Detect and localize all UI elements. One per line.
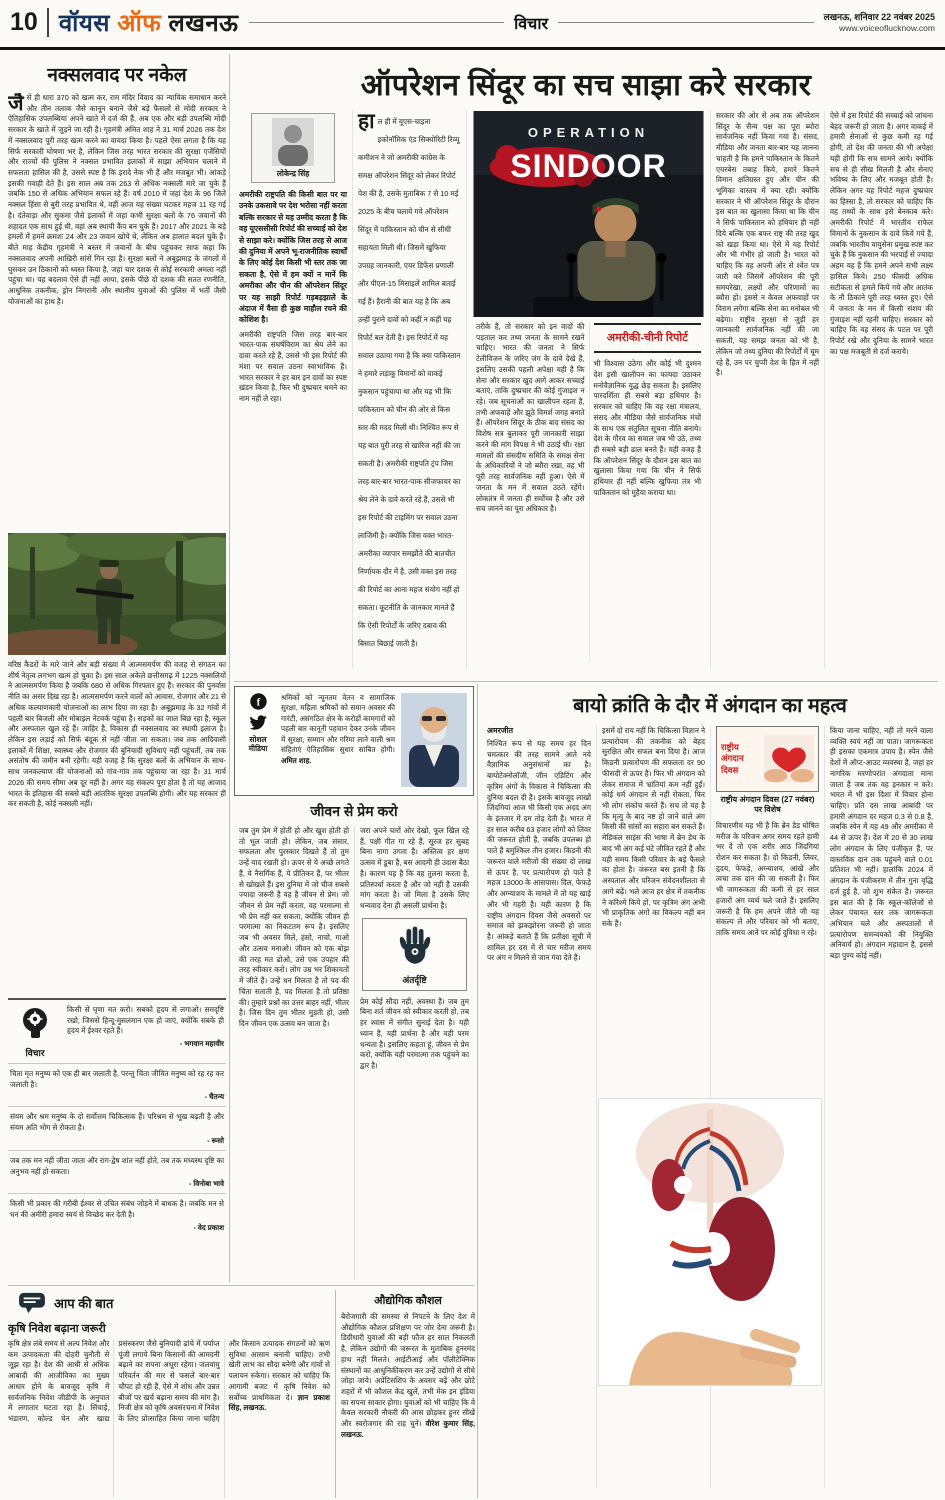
letter1-byline: ज्ञान प्रकाश सिंह, लखनऊ. [228,1392,330,1413]
speech-bubble-icon [18,1291,46,1315]
sindoor-subcolumns [472,322,705,662]
header-rule-left [249,22,505,23]
sindoor-col-6: ऐसे में इस रिपोर्ट की सच्चाई को जांचना बेहद जरूरी हो जाता है। अगर वाकई में हमारी सेनाओं से कुछ कमी रह गई होगी, तो देश की जनता की भी अपेक्षा यही होगी कि सच सामने आये। क्योंकि सच से ही सीख मिलती है और सेनाएं भविष्य के लिए और मजबूत होती हैं। लेकिन अगर यह रिपोर्ट महज दुष्प्रचार का हिस्सा है, तो सरकार को चाहिए कि वह तथ्यों के साथ इसे बेनकाब करे। अमरीकी रिपोर्ट में भारतीय राफेल विमानों के नुकसान के दावे किये गये हैं, जबकि भारतीय वायुसेना प्रमुख स्पष्ट कर चुके हैं कि नुकसान की भरपाई से ज्यादा अहम यह है कि हमने अपने सभी लक्ष्य हासिल किये। 250 फीसदी अधिक सटीकता से हमले किये गये और आतंक के नौ ठिकाने पूरी तरह ध्वस्त हुए। ऐसे में जनता के मन में किसी संशय की गुंजाइश नहीं रहनी चाहिए। सरकार को चाहिए कि वह संसद के पटल पर पूरी रिपोर्ट रखे और दुनिया के सामने भारत का पक्ष मजबूती से दर्ज कराये। [824,111,938,669]
website-url: www.voiceoflucknow.com [839,22,935,33]
horizontal-divider-main [234,681,938,682]
operation-sindoor-photo [472,111,705,317]
jeevan-columns [234,826,474,1280]
thought-text: जब तक मन नहीं जीता जाता और राग-द्वेष शांत नहीं होते, तब तक मध्यस्थ दृष्टि का अनुभव नहीं हो सकता। [10,1155,224,1176]
thought-item [8,998,226,1063]
letter2-headline: औद्योगिक कौशल [374,1295,442,1307]
svg-text:SINDOOR: SINDOOR [510,148,667,184]
jeevan-headline: जीवन से प्रेम करो [310,803,398,819]
hamsa-hand-icon [398,925,432,965]
facebook-icon [250,693,267,710]
dateline: लखनऊ, शनिवार 22 नवंबर 2025 [823,11,935,22]
sindoor-col-5: सरकार की ओर से अब तक ऑपरेशन सिंदूर के सैन्य पक्ष का पूरा ब्योरा सार्वजनिक नहीं किया गया है। संसद, मीडिया और जनता बार-बार यह जानना चाहती है कि हमने पाकिस्तान के कितने एयरबेस तबाह किये, हमारे कितने विमान क्षतिग्रस्त हुए और चीन की भूमिका वास्तव में क्या रही। क्योंकि सरकार ने भी ऑपरेशन सिंदूर के दौरान इस बात का खुलासा किया था कि चीन ने सिर्फ पाकिस्तान को हथियार ही नहीं दिये बल्कि एक बफर राष्ट्र की तरह खुद को खड़ा किया था। ऐसे में यह रिपोर्ट और भी गंभीर हो जाती है। भारत को चाहिए कि वह अपनी ओर से श्वेत पत्र जारी करे जिसमें ऑपरेशन की पूरी समयरेखा, लक्ष्यों और परिणामों का ब्यौरा हो। इससे न केवल अफवाहों पर विराम लगेगा बल्कि सेना का मनोबल भी बढ़ेगा। राष्ट्रीय सुरक्षा से जुड़ी हर जानकारी सार्वजनिक नहीं की जा सकती, यह समझ जनता को भी है, लेकिन जो तथ्य दुनिया की रिपोर्टों में घूम रहे हैं, उन पर चुप्पी देश के हित में नहीं है। [710,111,824,669]
thought-author: - भगवान महावीर [179,1039,224,1049]
masthead-word-1: वॉयस [58,10,111,37]
letter2-byline: वीरेश कुमार सिंह, लखनऊ. [341,1419,475,1439]
thought-author: - विनोबा भावे [189,1179,224,1189]
naxal-article [8,54,226,1282]
insight-label: अंतर्दृष्टि [402,974,427,985]
thought-item [8,1193,226,1236]
organ-donation-columns [482,726,938,1488]
social-icons [241,693,275,789]
letter2-body: बेरोजगारी की समस्या से निपटने के लिए देश में औद्योगिक कौशल प्रशिक्षण पर जोर देना जरूरी है। डिग्रीधारी युवाओं की बड़ी फौज हर साल निकलती है, लेकिन उद्योगों की जरूरत के मुताबिक हुनरमंद हाथ नहीं मिलते। आईटीआई और पॉलीटेक्निक संस्थानों का आधुनिकीकरण कर उन्हें उद्योगों से सीधे जोड़ा जाये। अप्रेंटिसशिप के अवसर बढ़ें और छोटे शहरों में भी कौशल केंद्र खुलें, तभी मेक इन इंडिया का सपना साकार होगा। युवाओं को भी चाहिए कि वे केवल सरकारी नौकरी की आस छोड़कर हुनर सीखें और स्वरोजगार की राह चुनें। वीरेश कुमार सिंह, लखनऊ. [341,1312,475,1439]
bio-col3-text: विचारणीय यह भी है कि ब्रेन डेड घोषित मरीज के परिजन अगर समय रहते हामी भर दें तो एक शरीर आठ जिंदगियां रोशन कर सकता है। दो किडनी, लिवर, हृदय, फेफड़े, अग्न्याशय, आंखें और त्वचा तक दान की जा सकती है। फिर भी जागरूकता की कमी से हर साल हजारों अंग व्यर्थ चले जाते हैं। इसलिए जरूरी है कि हम अपने जीते जी यह संकल्प लें और परिवार को भी बताएं, ताकि समय आने पर कोई दुविधा न रहे। [716,820,819,937]
donor-day-box [716,726,819,792]
naxal-body-1: जैसे ही धारा 370 को खत्म कर, राम मंदिर विवाद का न्यायिक समाधान करने और तीन तलाक जैसे कानून बनाने जैसे बड़े फैसलों से मोदी सरकार ने ऐतिहासिक उपलब्धियां अपने खाते में दर्ज की हैं, अब एक और बड़ी उपलब्धि मोदी सरकार के खाते में जुड़ने जा रही है। गृहमंत्री अमित शाह ने 31 मार्च 2026 तक देश में नक्सलवाद पूरी तरह खत्म करने का वायदा किया है। पहले ऐसा लगता है कि यह सिर्फ सरकारी घोषणा भर है, लेकिन जिस तरह भारत सरकार की सुरक्षा एजेंसियों और राज्यों की पुलिस ने नक्सल प्रभावित इलाकों में साझा अभियान चलाने में सफलता हासिल की है, उससे स्पष्ट है कि इरादे नेक भी हैं और मजबूत भी। आंकड़े इसकी गवाही देते हैं। इस साल अब तक 263 से अधिक नक्सली मारे जा चुके हैं जबकि 150 से अधिक अभियान सफल रहे हैं। वर्ष 2010 में जहां देश के 96 जिले नक्सल हिंसा से बुरी तरह प्रभावित थे, वहीं आज यह संख्या घटकर महज 11 रह गई है। दंतेवाड़ा और सुकमा जैसे इलाकों में जहां कभी सुरक्षा बलों के 76 जवानों की शहादत एक साथ हुई थी, वहां अब स्थायी कैंप बन चुके हैं। 2017 और 2021 के बड़े हमलों में हमने क्रमशः 24 और 23 जवान खोये थे, लेकिन अब हालात बदल चुके हैं। बीते माह केंद्रीय गृहमंत्री ने बस्तर में जवानों के बीच पहुंचकर साफ कहा कि नक्सलवाद अपनी आखिरी सांसें गिन रहा है। सुरक्षा बलों ने अबूझमाड़ के जंगलों में घुसकर उन ठिकानों को ध्वस्त किया है, जहां चार दशक से कोई सरकारी अमला नहीं पहुंचा था। यह बदलाव ऐसे ही नहीं आया, इसके पीछे दो दशक की सतत रणनीति, आधुनिक तकनीक, ड्रोन निगरानी और स्थानीय युवाओं की पुलिस में भर्ती जैसी योजनाओं का हाथ है। [8,93,226,306]
social-quote: श्रमिकों को न्यूनतम वेतन व सामाजिक सुरक्षा, महिला श्रमिकों को समान अवसर की गारंटी, असंगठित क्षेत्र के करोड़ों कामगारों को पहली बार कानूनी पहचान देकर उनके जीवन में सुरक्षा, सम्मान और गरिमा लाने वाली श्रम संहिताएं ऐतिहासिक सुधार साबित होंगी। अमित शाह. [281,693,395,765]
bio-col-4: किया जाना चाहिए, नहीं तो मरने वाला व्यक्ति स्वयं नहीं जा पाता। जागरूकता ही इसका एकमात्र उपाय है। स्पेन जैसे देशों में ऑप्ट-आउट व्यवस्था है, जहां हर नागरिक मरणोपरांत अंगदाता माना जाता है जब तक वह इनकार न करे। भारत में भी इस दिशा में विचार होना चाहिए। प्रति दस लाख आबादी पर हमारी अंगदान दर महज 0.3 से 0.8 है, जबकि स्पेन में यह 49 और अमरीका में 44 से ऊपर है। देश में 20 से 30 लाख लोग अंगदान के लिए पंजीकृत हैं, पर वास्तविक दान तक पहुंचने वाले 0.01 प्रतिशत भी नहीं। हालांकि 2024 में अंगदान के पंजीकरण में तीन गुना वृद्धि दर्ज हुई है, जो शुभ संकेत है। जरूरत इस बात की है कि स्कूल-कॉलेजों से लेकर पंचायत स्तर तक जागरूकता अभियान चले और अस्पतालों में प्रत्यारोपण समन्वयकों की नियुक्ति अनिवार्य हो। अंगदान महादान है, इससे बड़ा पुण्य कोई नहीं। [824,726,938,1488]
letters-header [8,1290,330,1319]
column-divider-left [229,54,230,1282]
kidney-illustration [598,1098,822,1386]
header-meta [824,12,935,34]
jeevan-col-1: जब तुम प्रेम में होती हो और खुश होती हो तो भूल जाती हो। लेकिन, जब संसार, सफलता और पुरस्कार दिखते हैं तो तुम उन्हें याद रखती हो। ऊपर से ये अच्छे लगते हैं, ये नैसर्गिक हैं, ये प्रीतिकर हैं, पर भीतर से खोखले हैं। इस दुनिया में जो चीज सबसे ज्यादा जरूरी है वह है जीवन से प्रेम। जो जीवन से प्रेम नहीं करता, वह परमात्मा से भी प्रेम नहीं कर सकता, क्योंकि जीवन ही परमात्मा का निकटतम रूप है। इसलिए जब भी अवसर मिले, हंसो, नाचो, गाओ और उत्सव मनाओ। जीवन को एक बोझ की तरह मत ढोओ, उसे एक उपहार की तरह स्वीकार करो। लोग उम्र भर शिकायतों में जीते हैं। उन्हें धन मिलता है तो पद की चिंता सताती है, पद मिलता है तो प्रतिष्ठा की। तुम्हारे प्रश्नों का उत्तर बाहर नहीं, भीतर है। जिस दिन तुम भीतर मुड़ती हो, उसी दिन जीवन एक उत्सव बन जाता है। [239,826,349,1028]
page-number: 10 [10,8,49,37]
sindoor-col1-tail: अमरीकी राष्ट्रपति जिस तरह बार-बार भारत-पाक संघर्षविराम का श्रेय लेने का दावा करते रहे हैं, उससे भी इस रिपोर्ट की मंशा पर सवाल उठना स्वाभाविक है। भारत सरकार ने हर बार इन दावों का स्पष्ट खंडन किया है, फिर भी दुष्प्रचार थमने का नाम नहीं ले रहा। [239,329,347,403]
section-title: विचार [514,15,549,33]
sindoor-headline: ऑपरेशन सिंदूर का सच साझा करे सरकार [360,69,812,102]
sindoor-col-2: हाल ही में यूएस-चाइना इकोनॉमिक एंड सिक्योरिटी रिव्यू कमीशन ने जो अमरीकी कांग्रेस के समक्ष ऑपरेशन सिंदूर को लेकर रिपोर्ट पेश की है, उसके मुताबिक 7 से 10 मई 2025 के बीच चलाये गये ऑपरेशन सिंदूर में पाकिस्तान को चीन से सीधी सहायता मिली थी। जिसमें खुफिया उपग्रह जानकारी, एयर डिफेंस प्रणाली और पीएल-15 मिसाइलें शामिल बताई गई हैं। हैरानी की बात यह है कि अब उन्हीं पुराने दावों को कहीं न कहीं यह रिपोर्ट बल देती है। इस रिपोर्ट में यह सवाल उठाया गया है कि क्या पाकिस्तान ने हमारे लड़ाकू विमानों को वाकई नुकसान पहुंचाया था और यह भी कि पाकिस्तान को चीन की ओर से किस स्तर की मदद मिली थी। निश्चित रूप से यह बात पूरी तरह से खारिज नहीं की जा सकती है। अमरीकी राष्ट्रपति ट्रंप जिस तरह बार-बार भारत-पाक सीजफायर का श्रेय लेने के दावे करते रहे हैं, उससे भी इस रिपोर्ट की टाइमिंग पर सवाल उठना लाजिमी है। क्योंकि जिस वक्त भारत-अमरीका व्यापार समझौते की बातचीत निर्णायक दौर में है, उसी वक्त इस तरह की रिपोर्ट का आना महज संयोग नहीं हो सकता। कूटनीति के जानकार मानते हैं कि ऐसी रिपोर्टों के जरिए दबाव की बिसात बिछाई जाती है। [352,111,466,669]
insight-box [362,918,467,991]
twitter-bird-icon [248,714,268,731]
page-header [0,0,945,50]
donor-day-caption: राष्ट्रीय अंगदान दिवस (27 नवंबर) पर विशेष [720,795,815,815]
thought-text: चिता मृत मनुष्य को एक ही बार जलाती है, परन्तु चिंता जीवित मनुष्य को रह रह कर जलाती है। [10,1069,224,1089]
social-person-photo [401,693,467,787]
letter1-headline: कृषि निवेश बढ़ाना जरूरी [8,1323,106,1335]
bio-author: अमरजीत [487,726,514,735]
naxal-headline: नक्सलवाद पर नकेल [47,65,187,86]
naxal-dropcap: जै [8,93,24,115]
author-photo [272,118,314,166]
jeevan-col2a: जरा अपने चारों ओर देखो, फूल खिल रहे हैं, पक्षी गीत गा रहे हैं, सूरज हर सुबह बिना नागा उगता है। अस्तित्व हर क्षण उत्सव में डूबा है, बस आदमी ही उदास बैठा है। कारण यह है कि वह तुलना करता है, प्रतिस्पर्धा करता है और जो नहीं है उसकी मांग करता है। जो मिला है उसके लिए धन्यवाद देना ही असली प्रार्थना है। [360,826,469,911]
thought-icon [18,1005,52,1039]
bio-col1-text: निश्चित रूप से यह समय हर दिन चमत्कार की तरह सामने आते नये वैज्ञानिक अनुसंधानों का है। बायोटेक्नोलॉजी, जीन एडिटिंग और कृत्रिम अंगों के विकास ने चिकित्सा की दुनिया बदल दी है। इसके बावजूद लाखों जिंदगियां आज भी किसी एक अदद अंग के इंतजार में दम तोड़ देती हैं। भारत में हर साल करीब 63 हजार लोगों को लिवर की जरूरत होती है, जबकि उपलब्ध हो पाते हैं बमुश्किल तीन हजार। किडनी की जरूरत वाले मरीजों की संख्या दो लाख से ऊपर है, पर प्रत्यारोपण हो पाते हैं महज 13000 के आसपास। दिल, फेफड़े और अग्न्याशय के मामले में तो यह खाई और भी गहरी है। यही कारण है कि राष्ट्रीय अंगदान दिवस जैसे अवसरों पर समाज को झकझोरना जरूरी हो जाता है। आंकड़े बताते हैं कि प्रतीक्षा सूची में शामिल हर दस में से चार मरीज समय पर अंग न मिलने से जान गंवा देते हैं। [487,739,591,963]
letter2-section [341,1290,475,1498]
column-divider-mid [477,684,478,1498]
bio-col-2: इसमें दो राय नहीं कि चिकित्सा विज्ञान ने प्रत्यारोपण की तकनीक को बेहद सुरक्षित और सफल बना दिया है। आज किडनी प्रत्यारोपण की सफलता दर 90 फीसदी से ऊपर है। फिर भी अंगदान को लेकर समाज में भ्रांतियां कम नहीं हुईं। कोई धर्म अंगदान से नहीं रोकता, फिर भी लोग संकोच करते हैं। सच तो यह है कि मृत्यु के बाद नष्ट हो जाने वाले अंग किसी की सांसों का सहारा बन सकते हैं। मेडिकल साइंस की भाषा में ब्रेन डेथ के बाद भी अंग कई घंटे जीवित रहते हैं और यही समय किसी परिवार के बड़े फैसले का होता है। जरूरत बस इतनी है कि अस्पताल और परिजन संवेदनशीलता से आगे बढ़ें। भले आज हर क्षेत्र में तकनीक ने करिश्मे किये हों, पर कृत्रिम अंग अभी भी प्राकृतिक अंगों का विकल्प नहीं बन सके हैं। [596,726,710,1488]
heart-in-hands-image [764,731,814,787]
donor-day-label: राष्ट्रीय अंगदान दिवस [721,742,744,775]
social-media-box [234,686,474,796]
jeevan-col2b: प्रेम कोई सौदा नहीं, अवस्था है। जब तुम बिना शर्त जीवन को स्वीकार करती हो, तब हर श्वास में संगीत सुनाई देता है। यही ध्यान है, यही प्रार्थना है और यही परम धन्यता है। इसलिए कहता हूं, जीवन से प्रेम करो, क्योंकि यही परमात्मा तक पहुंचने का द्वार है। [360,996,469,1071]
thought-item [8,1063,226,1106]
pull-quote-box [594,323,702,353]
sindoor-article [234,54,938,679]
thought-item [8,1106,226,1149]
thought-label: विचार [25,1048,45,1058]
pull-quote-title: अमरीकी-चीनी रिपोर्ट [606,332,688,344]
sindoor-intro-bold: अमरीकी राष्ट्रपति की किसी बात पर या उनके उकसावे पर देश भरोसा नहीं करता बल्कि सरकार से यह उम्मीद करता है कि वह यूएससीसी रिपोर्ट की सच्चाई को देश से साझा करे। क्योंकि जिस तरह से आज की दुनिया में अपने भू-राजनीतिक स्वार्थों के लिए कोई देश किसी भी स्तर तक जा सकता है, ऐसे में हम क्यों न मानें कि अमरीका और चीन की ऑपरेशन सिंदूर पर यह साझी रिपोर्ट गड़बड़झाले के अंदाज में वैसा ही कुछ माहौल रचने की कोशिश है। [239,190,347,325]
organ-donation-headline: बायो क्रांति के दौर में अंगदान का महत्व [573,695,847,717]
sindoor-col-34 [466,111,710,669]
horizontal-divider-letters [8,1285,474,1286]
letters-title: आप की बात [54,1296,114,1311]
naxal-body-2: वरिष्ठ कैडरों के मारे जाने और बड़ी संख्या में आत्मसमर्पण की वजह से संगठन का शीर्ष नेतृत्व लगभग खत्म हो चुका है। इस साल अकेले छत्तीसगढ़ में 1225 नक्सलियों ने आत्मसमर्पण किया है जबकि 680 से अधिक गिरफ्तार हुए हैं। सरकार की पुनर्वास नीति का असर दिख रहा है। आत्मसमर्पण करने वालों को आवास, रोजगार और 21 से अधिक कल्याणकारी योजनाओं का लाभ दिया जा रहा है। अबूझमाड़ के 32 गांवों में पहली बार बिजली और मोबाइल नेटवर्क पहुंचा है। सड़कों का जाल बिछ रहा है, स्कूल और अस्पताल खुल रहे हैं। जाहिर है, विकास ही नक्सलवाद का स्थायी इलाज है। लेकिन इस लड़ाई को सिर्फ बंदूक से नहीं जीता जा सकता। जब तक आदिवासी इलाकों में शिक्षा, स्वास्थ्य और रोजगार की बुनियादी सुविधाएं नहीं पहुंचतीं, तब तक असंतोष की जमीन बनी रहेगी। यही वजह है कि सुरक्षा बलों के अभियान के साथ-साथ जनकल्याण की योजनाओं को गांव-गांव तक पहुंचाया जा रहा है। 31 मार्च 2026 की समय सीमा अब दूर नहीं है। अगर यह संकल्प पूरा होता है तो यह आजाद भारत के इतिहास की सबसे बड़ी आंतरिक सुरक्षा उपलब्धि होगी। और यह सरकार ही कर सकती है, कोई नक्सली नहीं। [8,660,226,809]
sindoor-body [234,111,938,669]
letters-section [8,1290,330,1498]
masthead [59,6,239,39]
svg-text:OPERATION: OPERATION [527,125,650,140]
sindoor-col4-text: भी विश्वास उठेगा और कोई भी दुश्मन देश इसी खालीपन का फायदा उठाकर मनोवैज्ञानिक युद्ध छेड़ सकता है। इसलिए पारदर्शिता ही सबसे बड़ा हथियार है। सरकार को चाहिए कि वह रक्षा मंत्रालय, संसद और मीडिया जैसे सार्वजनिक मंचों के साथ एक संतुलित सूचना नीति बनाये। देश के गौरव का सवाल जब भी उठे, तथ्य ही सबसे बड़ी ढाल बनते हैं। यही वजह है कि ऑपरेशन सिंदूर के दौरान इस बात का खुलासा किया गया कि चीन ने सिर्फ हथियार ही नहीं बल्कि खुफिया तंत्र भी पाकिस्तान को मुहैया कराया था। [593,359,701,497]
masthead-word-2: ऑफ [117,10,162,37]
thought-text: किसी भी प्रकार की गरीबी ईश्वर से उचित संबंध जोड़ने में बाधक है। जबकि मन से धन की अमीरी हमारा स्वयं से विच्छेद कर देती है। [10,1199,224,1220]
jeevan-col-2 [354,826,474,1280]
naxal-jungle-photo [8,533,226,655]
thought-author: - वेद प्रकाश [193,1222,224,1232]
social-media-label: सोशल मीडिया [248,735,268,754]
sindoor-col-4 [589,322,706,662]
sindoor-col-1 [234,111,352,669]
sindoor-col-3: तरीके हैं, तो सरकार को इन वादों की पड़ताल कर तथ्य जनता के सामने रखने चाहिए। भारत की जनता ने सिर्फ टेलीविजन के जरिए जंग के दावे देखे हैं, इसलिए उसकी पहली अपेक्षा यही है कि सेना और सरकार खुद आगे आकर सच्चाई बताएं, ताकि दुष्प्रचार की कोई गुंजाइश न रहे। जब सूचनाओं का खालीपन रहता है, तभी अफवाहें और झूठे विमर्श जगह बनाते हैं। ऑपरेशन सिंदूर के ठीक बाद संसद का विशेष सत्र बुलाकर पूरी जानकारी साझा करने की मांग विपक्ष ने भी उठाई थी। रक्षा मामलों की संसदीय समिति के समक्ष सेना के अधिकारियों ने जो ब्यौरा रखा, वह भी पूरी तरह सार्वजनिक नहीं हुआ। ऐसे में जनता के मन में सवाल उठते रहेंगे। लोकतंत्र में जनता ही सर्वोच्च है और उसे सच जानने का पूरा अधिकार है। [476,322,585,514]
thought-text: किसी से घृणा मत करो। सबको हृदय से लगाओ। समदृष्टि रखो, जिससे हिन्दू-मुसलमान एक हो जाएं, क्योंकि सबके ही हृदय में ईश्वर रहते हैं। [67,1005,224,1036]
masthead-word-3: लखनऊ [168,10,239,37]
letter1-body: कृषि क्षेत्र लंबे समय से अल्प निवेश और कम उत्पादकता की दोहरी चुनौती से जूझ रहा है। देश की आधी से अधिक आबादी की आजीविका का मुख्य आधार होने के बावजूद कृषि में सार्वजनिक निवेश जीडीपी के अनुपात में लगातार घटता रहा है। सिंचाई, भंडारण, कोल्ड चेन और खाद्य प्रसंस्करण जैसे बुनियादी ढांचे में पर्याप्त पूंजी लगाये बिना किसानों की आमदनी बढ़ाने का सपना अधूरा रहेगा। जलवायु परिवर्तन की मार से फसलें बार-बार चौपट हो रही हैं, ऐसे में शोध और उन्नत बीजों पर खर्च बढ़ाना समय की मांग है। निजी क्षेत्र को कृषि अवसंरचना में निवेश के लिए प्रोत्साहित किया जाना चाहिए और किसान उत्पादक संगठनों को ऋण सुविधा आसान बनानी चाहिए। तभी खेती लाभ का सौदा बनेगी और गांवों से पलायन रुकेगा। सरकार को चाहिए कि आगामी बजट में कृषि निवेश को सर्वोच्च प्राथमिकता दे। ज्ञान प्रकाश सिंह, लखनऊ. [8,1339,330,1424]
author-name: लोकेन्द्र सिंह [276,169,310,178]
thought-author: - रूसो [207,1135,224,1145]
social-attribution: अमित शाह. [281,755,312,765]
thought-item [8,1150,226,1193]
thought-badge [10,1005,60,1059]
thought-author: - चैतन्य [204,1092,224,1102]
header-rule-right [558,22,814,23]
bio-col-1 [482,726,596,1488]
author-card [251,113,335,183]
sindoor-dropcap: हा [358,111,375,133]
column-divider-letters [335,1290,336,1498]
svg-text:f: f [256,696,260,709]
thought-text: संयम और श्रम मनुष्य के दो सर्वोत्तम चिकित्सक हैं। परिश्रम से भूख बढ़ती है और संयम अति भोग से रोकता है। [10,1112,224,1133]
thoughts-section [8,998,226,1237]
jeevan-article [234,800,474,1284]
organ-donation-article [482,686,938,1498]
